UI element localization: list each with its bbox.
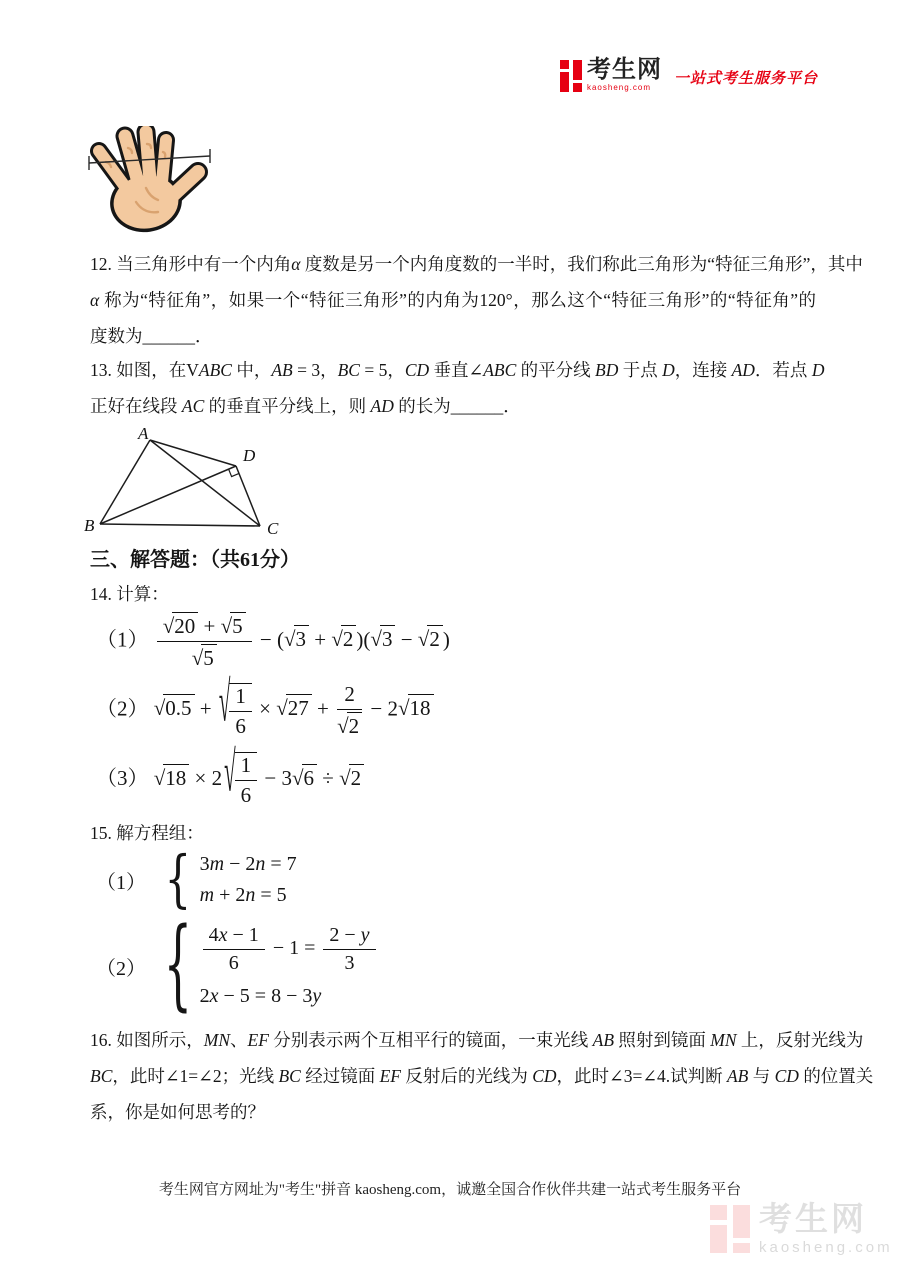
watermark-logo: [710, 1202, 893, 1255]
q15-system-1-label: （1）: [96, 871, 146, 894]
question-14-label: 14. 计算：: [90, 584, 169, 604]
hand-span-illustration: [86, 126, 218, 243]
site-logo: [560, 58, 818, 92]
kaosheng-watermark-icon: [710, 1205, 750, 1253]
question-16-line-2: BC，此时∠1=∠2；光线 BC 经过镜面 EF 反射后的光线为 CD，此时∠3=∠4.试判断 AB 与 CD 的位置关: [90, 1066, 874, 1086]
question-12-line-1: 12. 当三角形中有一个内角α 度数是另一个内角度数的一半时，我们称此三角形为“特征三角形”，其中: [90, 254, 863, 274]
q15-system-2-label: （2）: [96, 957, 146, 980]
q15-sys1-eq1: 3m − 2n = 7: [199, 853, 297, 875]
triangle-figure: [78, 424, 310, 539]
hand-image: [86, 126, 218, 238]
logo-text: [587, 58, 662, 92]
question-15-label: 15. 解方程组：: [90, 823, 204, 843]
q14-formula-2: （2） √0.5 + √ $\frac{1}{6}$ × √27 + $\frac{2}{√2}$ − 2√18: [96, 682, 434, 739]
question-13-line-2: 正好在线段 AC 的垂直平分线上，则 AD 的长为______．: [90, 396, 521, 416]
question-16-line-1: 16. 如图所示，MN、EF 分别表示两个互相平行的镜面，一束光线 AB 照射到镜面 MN 上，反射光线为: [90, 1030, 864, 1050]
question-16: [90, 1022, 874, 1130]
watermark-domain: kaosheng.com: [759, 1239, 893, 1256]
q14-formula-1: （1） $\frac{√20 + √5}{√5}$ − (√3 + √2 )(√3 − √2 ): [96, 614, 450, 670]
logo-brand: 考生网: [586, 56, 662, 83]
vertex-label-b: B: [84, 516, 95, 535]
logo-domain: kaosheng.com: [586, 83, 652, 92]
question-13: [90, 352, 825, 424]
q15-sys1-eq2: m + 2n = 5: [199, 884, 287, 906]
vertex-label-c: C: [267, 519, 279, 538]
logo-tagline: 一站式考生服务平台: [673, 70, 818, 87]
question-12-line-2: α 称为“特征角”，如果一个“特征三角形”的内角为120°，那么这个“特征三角形”的“特征角”的: [90, 290, 816, 310]
footer-text: 考生网官方网址为"考生"拼音 kaosheng.com，诚邀全国合作伙伴共建一站式考生服务平台: [158, 1182, 742, 1198]
q15-system-1: [96, 843, 297, 916]
q15-sys2-eq1: $\frac{4x - 1}{6}$ − 1 = $\frac{2 - y}{3}$: [200, 924, 379, 975]
question-13-line-1: 13. 如图，在VABC 中，AB = 3，BC = 5，CD 垂直∠ABC 的平分线 BD 于点 D，连接 AD．若点 D: [90, 360, 825, 380]
kaosheng-logo-icon: [560, 60, 582, 92]
section-3-title: 三、解答题：（共61分）: [90, 549, 300, 571]
q15-sys2-eq2: 2x − 5 = 8 − 3y: [199, 985, 322, 1007]
q15-system-2: [96, 908, 379, 1022]
watermark-brand: 考生网: [759, 1200, 867, 1237]
left-brace: {: [164, 843, 192, 916]
question-12: [90, 246, 863, 354]
vertex-label-a: A: [138, 424, 149, 443]
question-13-figure: [78, 424, 310, 544]
left-brace: {: [163, 908, 193, 1022]
question-12-line-3: 度数为______．: [90, 326, 213, 346]
question-16-line-3: 系，你是如何思考的？: [90, 1102, 265, 1122]
q14-formula-3: （3） √18 × 2 √ $\frac{1}{6}$ − 3√6 ÷ √2: [96, 752, 364, 808]
vertex-label-d: D: [243, 446, 256, 465]
